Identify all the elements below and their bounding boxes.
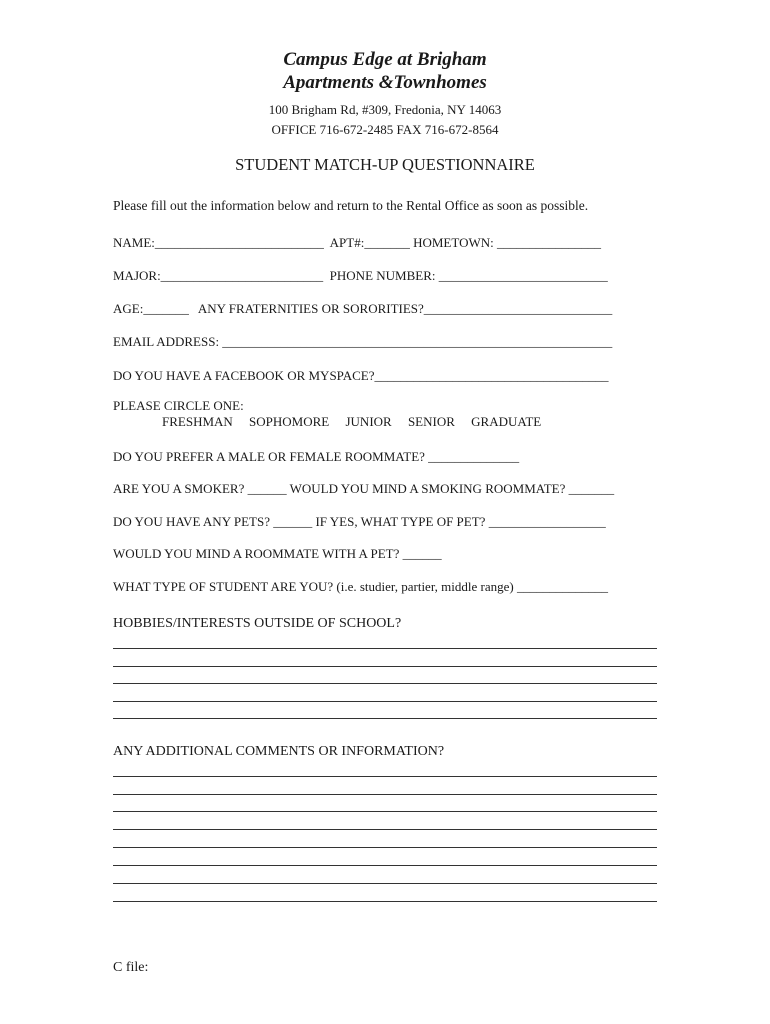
student-type-row[interactable]: WHAT TYPE OF STUDENT ARE YOU? (i.e. studier, partier, middle range) ______________: [113, 579, 608, 594]
company-subtitle: Apartments &Townhomes: [283, 72, 487, 93]
hobbies-heading: HOBBIES/INTERESTS OUTSIDE OF SCHOOL?: [113, 616, 402, 631]
name-apt-hometown-row[interactable]: NAME:__________________________ APT#:_______ HOMETOWN: ________________: [113, 235, 601, 250]
comments-answer-line[interactable]: [113, 883, 657, 884]
major-phone-row[interactable]: MAJOR:_________________________ PHONE NUMBER: __________________________: [113, 268, 608, 283]
comments-answer-line[interactable]: [113, 901, 657, 902]
circle-one-label: PLEASE CIRCLE ONE:: [113, 398, 244, 413]
intro-text: Please fill out the information below and return to the Rental Office as soon as possible.: [113, 198, 589, 213]
age-fraternity-row[interactable]: AGE:_______ ANY FRATERNITIES OR SORORITIES?_____________________________: [113, 301, 613, 316]
class-year-options[interactable]: FRESHMAN SOPHOMORE JUNIOR SENIOR GRADUATE: [162, 414, 542, 429]
mind-pet-row[interactable]: WOULD YOU MIND A ROOMMATE WITH A PET? ______: [113, 546, 442, 561]
form-title: STUDENT MATCH-UP QUESTIONNAIRE: [235, 155, 535, 174]
hobbies-answer-line[interactable]: [113, 683, 657, 684]
hobbies-answer-line[interactable]: [113, 718, 657, 719]
hobbies-answer-line[interactable]: [113, 701, 657, 702]
comments-heading: ANY ADDITIONAL COMMENTS OR INFORMATION?: [113, 744, 445, 759]
comments-answer-line[interactable]: [113, 776, 657, 777]
hobbies-answer-line[interactable]: [113, 648, 657, 649]
company-name: Campus Edge at Brigham: [283, 49, 487, 70]
roommate-gender-row[interactable]: DO YOU PREFER A MALE OR FEMALE ROOMMATE? ______________: [113, 449, 520, 464]
company-address: 100 Brigham Rd, #309, Fredonia, NY 14063: [268, 102, 502, 117]
comments-answer-line[interactable]: [113, 865, 657, 866]
c-file-label: C file:: [113, 960, 149, 975]
company-phone-fax: OFFICE 716-672-2485 FAX 716-672-8564: [271, 122, 499, 137]
hobbies-answer-line[interactable]: [113, 666, 657, 667]
comments-answer-line[interactable]: [113, 847, 657, 848]
comments-answer-line[interactable]: [113, 811, 657, 812]
smoker-row[interactable]: ARE YOU A SMOKER? ______ WOULD YOU MIND A SMOKING ROOMMATE? _______: [113, 481, 615, 496]
comments-answer-line[interactable]: [113, 794, 657, 795]
email-row[interactable]: EMAIL ADDRESS: ____________________________________________________________: [113, 334, 613, 349]
letterhead: [0, 48, 770, 140]
comments-answer-line[interactable]: [113, 829, 657, 830]
facebook-myspace-row[interactable]: DO YOU HAVE A FACEBOOK OR MYSPACE?____________________________________: [113, 368, 609, 383]
pets-row[interactable]: DO YOU HAVE ANY PETS? ______ IF YES, WHAT TYPE OF PET? __________________: [113, 514, 606, 529]
